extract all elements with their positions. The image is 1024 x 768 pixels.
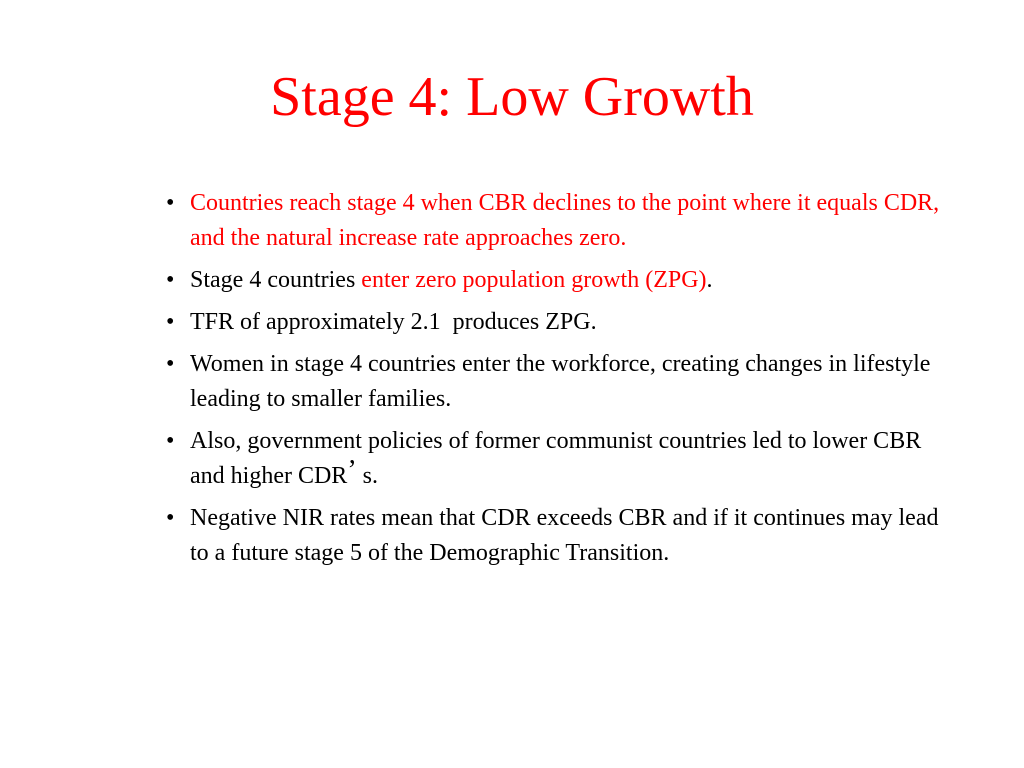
bullet-text-end: .	[706, 267, 713, 293]
slide-title: Stage 4: Low Growth	[270, 66, 754, 128]
bullet-marker: •	[166, 351, 175, 377]
bullet-text: Also, government policies of former communist countries led to lower CBR and higher CDR	[190, 428, 922, 489]
bullet-text: Women in stage 4 countries enter the workforce, creating changes in lifestyle leading to smaller families.	[190, 351, 931, 412]
bullet-text: Stage 4 countries	[190, 267, 362, 293]
bullet-item	[162, 424, 952, 494]
bullet-marker: •	[166, 190, 175, 216]
bullet-list	[162, 186, 952, 578]
bullet-marker: •	[166, 428, 175, 454]
bullet-item	[162, 501, 952, 571]
bullet-text: Negative NIR rates mean that CDR exceeds CBR and if it continues may lead to a future stage 5 of the Demographic Transition.	[190, 505, 939, 566]
bullet-apostrophe: ’	[347, 455, 357, 486]
bullet-marker: •	[166, 505, 175, 531]
bullet-item	[162, 347, 952, 417]
bullet-text: TFR of approximately 2.1 produces ZPG.	[190, 309, 597, 335]
bullet-highlight-text: enter zero population growth (ZPG)	[361, 267, 707, 293]
bullet-item	[162, 305, 952, 340]
bullet-marker: •	[166, 267, 175, 293]
bullet-item	[162, 263, 952, 298]
bullet-marker: •	[166, 309, 175, 335]
bullet-item	[162, 186, 952, 256]
bullet-text: Countries reach stage 4 when CBR declines to the point where it equals CDR, and the natural increase rate approaches zero.	[190, 190, 940, 251]
bullet-text-end: s.	[356, 463, 378, 489]
